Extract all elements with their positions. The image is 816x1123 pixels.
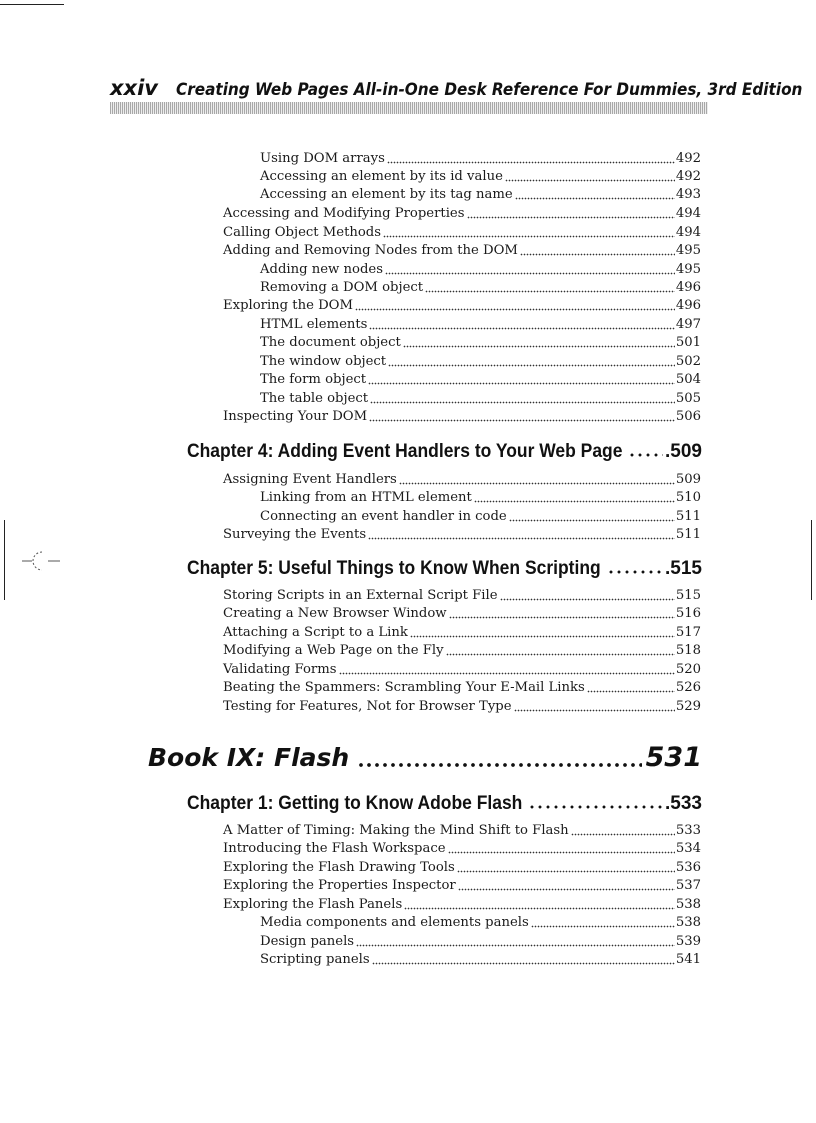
- toc-entry: Using DOM arrays 492: [260, 151, 701, 166]
- toc-entry: Exploring the DOM 496: [223, 298, 701, 313]
- toc-entry: Inspecting Your DOM 506: [223, 409, 701, 424]
- toc-entry: Exploring the Flash Drawing Tools 536: [223, 860, 701, 875]
- toc-entry: Design panels 539: [260, 934, 701, 949]
- registration-mark-icon: [22, 548, 62, 574]
- toc-entry: Attaching a Script to a Link 517: [223, 625, 701, 640]
- crop-mark-left: [4, 520, 5, 600]
- chapter-1-heading: Chapter 1: Getting to Know Adobe Flash .533: [187, 793, 702, 814]
- toc-entry: Adding new nodes 495: [260, 262, 701, 277]
- toc-entry: Accessing an element by its tag name 493: [260, 187, 701, 202]
- toc-entry: Exploring the Properties Inspector 537: [223, 878, 701, 893]
- toc-entry: Surveying the Events 511: [223, 527, 701, 542]
- running-header: [110, 72, 803, 102]
- book-ix-heading: Book IX: Flash 531: [148, 742, 702, 773]
- toc-entry: Creating a New Browser Window 516: [223, 606, 701, 621]
- toc-entry: Linking from an HTML element 510: [260, 490, 701, 505]
- toc-entry: Modifying a Web Page on the Fly 518: [223, 643, 701, 658]
- toc-entry: The form object 504: [260, 372, 701, 387]
- toc-entry: Storing Scripts in an External Script File 515: [223, 588, 701, 603]
- toc-entry: A Matter of Timing: Making the Mind Shift to Flash 533: [223, 823, 701, 838]
- toc-entry: Validating Forms 520: [223, 662, 701, 677]
- crop-mark-right: [811, 520, 812, 600]
- toc-entry: Accessing an element by its id value 492: [260, 169, 701, 184]
- toc-entry: Calling Object Methods 494: [223, 225, 701, 240]
- toc-entry: Testing for Features, Not for Browser Type 529: [223, 699, 701, 714]
- toc-entry: Beating the Spammers: Scrambling Your E-Mail Links 526: [223, 680, 701, 695]
- toc-entry: The table object 505: [260, 391, 701, 406]
- toc-entry: Media components and elements panels 538: [260, 915, 701, 930]
- toc-entry: Exploring the Flash Panels 538: [223, 897, 701, 912]
- header-rule: [110, 102, 708, 114]
- toc-entry: Scripting panels 541: [260, 952, 701, 967]
- toc-entry: The window object 502: [260, 354, 701, 369]
- crop-mark-top: [0, 4, 64, 5]
- book-title: Creating Web Pages All-in-One Desk Reference For Dummies, 3rd Edition: [176, 79, 803, 99]
- toc-entry: Connecting an event handler in code 511: [260, 509, 701, 524]
- chapter-5-heading: Chapter 5: Useful Things to Know When Scripting .515: [187, 558, 702, 579]
- toc-entry: HTML elements 497: [260, 317, 701, 332]
- toc-entry: The document object 501: [260, 335, 701, 350]
- toc-entry: Assigning Event Handlers 509: [223, 472, 701, 487]
- toc-entry: Accessing and Modifying Properties 494: [223, 206, 701, 221]
- toc-entry: Adding and Removing Nodes from the DOM 495: [223, 243, 701, 258]
- toc-entry: Introducing the Flash Workspace 534: [223, 841, 701, 856]
- chapter-4-heading: Chapter 4: Adding Event Handlers to Your Web Page .509: [187, 441, 702, 462]
- toc-entry: Removing a DOM object 496: [260, 280, 701, 295]
- page-number: xxiv: [110, 76, 158, 100]
